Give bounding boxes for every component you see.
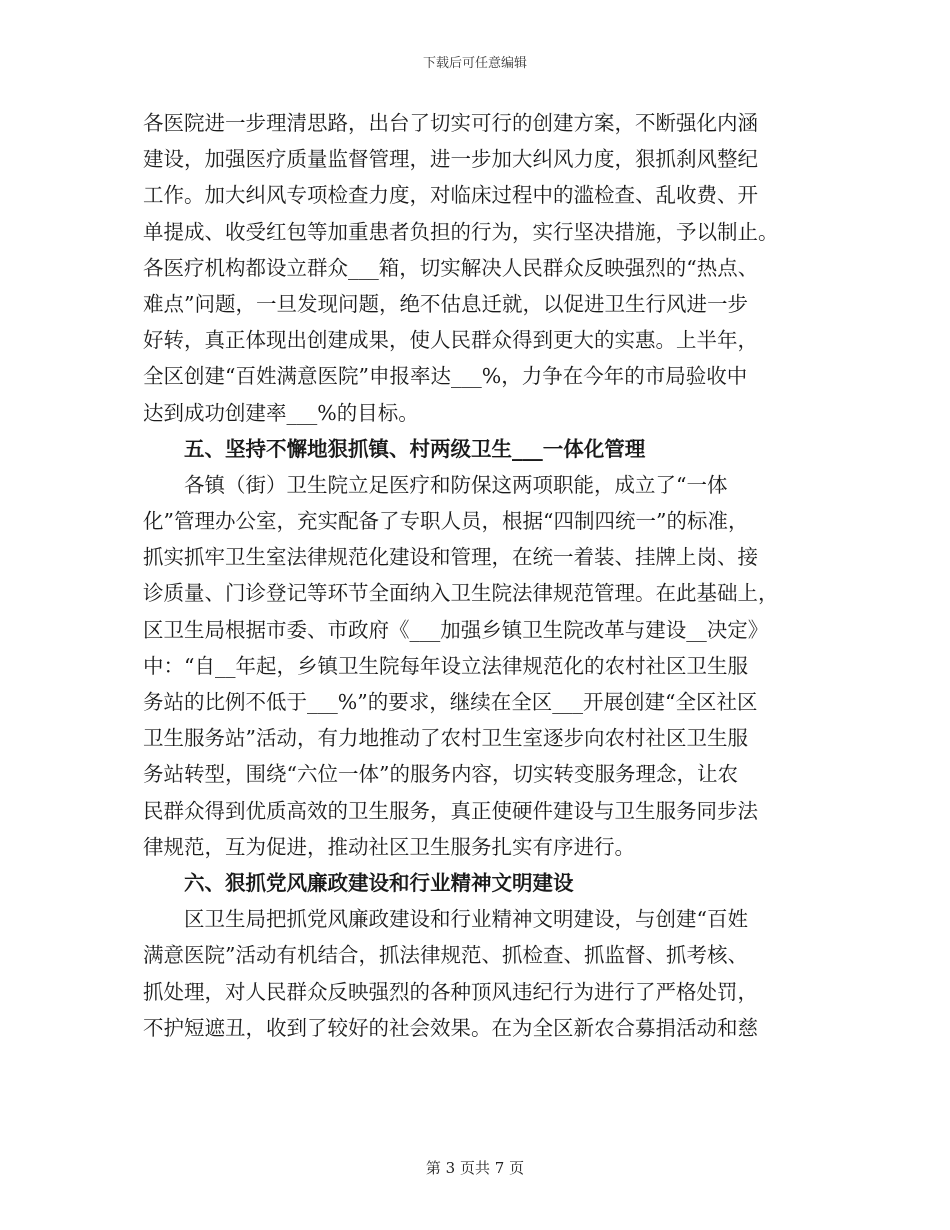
- text-line: 民群众得到优质高效的卫生服务，真正使硬件建设与卫生服务同步法: [143, 798, 758, 823]
- text-line: 难点”问题，一旦发现问题，绝不估息迁就，以促进卫生行风进一步: [143, 291, 748, 316]
- section-heading: 五、坚持不懈地狠抓镇、村两级卫生___一体化管理: [184, 436, 646, 461]
- text-line: 抓实抓牢卫生室法律规范化建设和管理，在统一着装、挂牌上岗、接: [143, 545, 758, 570]
- text-line: 务站的比例不低于___%”的要求，继续在全区___开展创建“全区社区: [143, 690, 758, 714]
- text-line: 务站转型，围绕“六位一体”的服务内容，切实转变服务理念，让农: [143, 762, 738, 787]
- section-heading: 六、狠抓党风廉政建设和行业精神文明建设: [184, 870, 574, 895]
- text-line: 诊质量、门诊登记等环节全面纳入卫生院法律规范管理。在此基础上，: [143, 581, 779, 606]
- text-line: 区卫生局把抓党风廉政建设和行业精神文明建设，与创建“百姓: [184, 907, 748, 932]
- text-line: 各医疗机构都设立群众___箱，切实解决人民群众反映强烈的“热点、: [143, 255, 759, 280]
- text-line: 工作。加大纠风专项检查力度，对临床过程中的滥检查、乱收费、开: [143, 183, 758, 208]
- text-line: 卫生服务站”活动，有力地推动了农村卫生室逐步向农村社区卫生服: [143, 726, 748, 751]
- text-line: 各镇（街）卫生院立足医疗和防保这两项职能，成立了“一体: [184, 472, 728, 497]
- text-line: 满意医院”活动有机结合，抓法律规范、抓检查、抓监督、抓考核、: [143, 943, 748, 968]
- text-line: 中：“自__年起，乡镇卫生院每年设立法律规范化的农村社区卫生服: [143, 653, 748, 678]
- text-line: 单提成、收受红包等加重患者负担的行为，实行坚决措施，予以制止。: [143, 219, 779, 244]
- text-line: 全区创建“百姓满意医院”申报率达___%，力争在今年的市局验收中: [143, 364, 748, 389]
- text-line: 律规范，互为促进，推动社区卫生服务扎实有序进行。: [143, 834, 635, 859]
- text-line: 不护短遮丑，收到了较好的社会效果。在为全区新农合募捐活动和慈: [143, 1015, 758, 1040]
- text-line: 化”管理办公室，充实配备了专职人员，根据“四制四统一”的标准，: [143, 509, 749, 534]
- page-header: 下载后可任意编辑: [422, 56, 527, 71]
- text-line: 建设，加强医疗质量监督管理，进一步加大纠风力度，狠抓刹风整纪: [143, 147, 758, 172]
- text-line: 好转，真正体现出创建成果，使人民群众得到更大的实惠。上半年，: [143, 328, 758, 353]
- document-body: [143, 105, 808, 1046]
- text-line: 区卫生局根据市委、市政府《___加强乡镇卫生院改革与建设__决定》: [143, 617, 769, 642]
- page-footer: 第 3 页共 7 页: [425, 1159, 525, 1177]
- text-line: 抓处理，对人民群众反映强烈的各种顶风违纪行为进行了严格处罚，: [143, 979, 758, 1004]
- text-line: 各医院进一步理清思路，出台了切实可行的创建方案，不断强化内涵: [143, 111, 758, 135]
- text-line: 达到成功创建率___%的目标。: [143, 400, 419, 425]
